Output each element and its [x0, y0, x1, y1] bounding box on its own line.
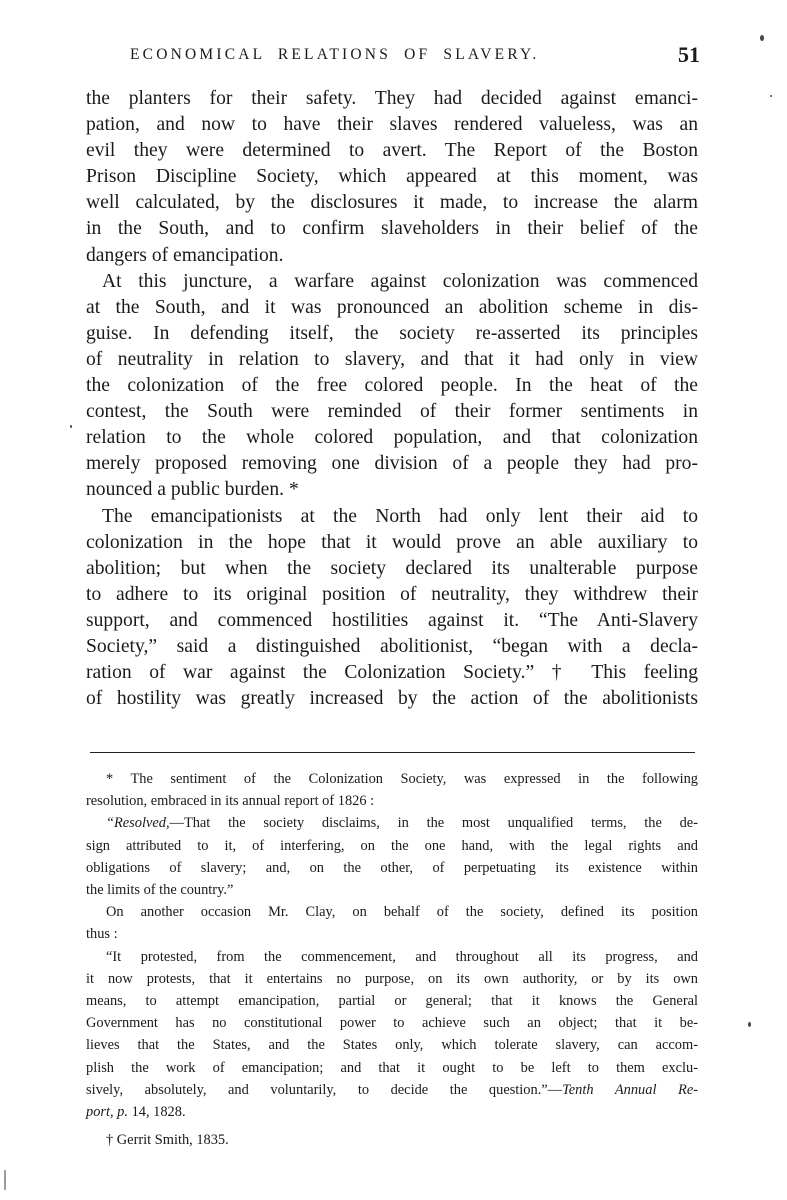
scan-speck [748, 1022, 751, 1027]
citation-cont: port, p. [86, 1104, 128, 1121]
text-line: nounced a public burden. * [86, 479, 299, 501]
footnote-line: resolution, embraced in its annual report of 1826 : [86, 793, 375, 810]
footnote-1-intro [86, 768, 698, 812]
text-line: at the South, and it was pronounced an abolition scheme in dis- [86, 296, 698, 318]
footnote-line: Government has no constitutional power to achieve such an object; that it be- [86, 1015, 698, 1032]
page-header [130, 42, 700, 72]
scan-speck [760, 35, 764, 41]
paragraph-1 [86, 86, 698, 269]
footnote-line: thus : [86, 926, 118, 943]
scan-speck [770, 95, 772, 97]
text-line: Society,” said a distinguished abolitionist, “began with a decla- [86, 635, 698, 657]
scan-speck [70, 425, 72, 428]
text-line: contest, the South were reminded of their former sentiments in [86, 401, 698, 423]
text-line: evil they were determined to avert. The Report of the Boston [86, 140, 698, 162]
citation: Tenth Annual Re- [562, 1081, 699, 1098]
body-text [86, 86, 698, 712]
text-line: abolition; but when the society declared its unalterable purpose [86, 557, 698, 579]
resolved-label: “Resolved, [106, 815, 170, 832]
footnote-line: † Gerrit Smith, 1835. [106, 1132, 229, 1149]
text-line: colonization in the hope that it would prove an able auxiliary to [86, 531, 698, 553]
text-line: of hostility was greatly increased by the action of the abolitionists [86, 688, 698, 710]
quote-end: sively, absolutely, and voluntarily, to decide the question.”— [86, 1081, 563, 1098]
text-line: dangers of emancipation. [86, 244, 284, 266]
text-line: The emancipationists at the North had only lent their aid to [102, 505, 698, 527]
footnote-divider [90, 752, 695, 753]
citation-date: 14, 1828. [127, 1104, 186, 1121]
footnote-line [86, 1101, 698, 1123]
footnote-line: plish the work of emancipation; and that it ought to be left to them exclu- [86, 1059, 698, 1076]
footnote-2 [86, 1129, 698, 1151]
footnote-line: means, to attempt emancipation, partial or general; that it knows the General [86, 993, 698, 1010]
text-line: to adhere to its original position of neutrality, they withdrew their [86, 583, 698, 605]
text-line: pation, and now to have their slaves rendered valueless, was an [86, 114, 698, 136]
footnote-line: obligations of slavery; and, on the other, of perpetuating its existence within [86, 859, 698, 876]
paragraph-2 [86, 269, 698, 504]
resolved-text: —That the society disclaims, in the most unqualified terms, the de- [169, 815, 698, 832]
text-line: the colonization of the free colored people. In the heat of the [86, 375, 698, 397]
footnote-line: “It protested, from the commencement, and throughout all its progress, and [106, 948, 698, 965]
text-line: the planters for their safety. They had decided against emanci- [86, 88, 698, 109]
footnote-line [86, 812, 698, 834]
footnote-clay [86, 901, 698, 945]
footnote-line: it now protests, that it entertains no purpose, on its own authority, or by its own [86, 970, 698, 987]
footnote-line: lieves that the States, and the States only, which tolerate slavery, can accom- [86, 1037, 698, 1054]
footnote-resolution [86, 812, 698, 901]
running-title: ECONOMICAL RELATIONS OF SLAVERY. [130, 46, 540, 63]
footnote-line: * The sentiment of the Colonization Society, was expressed in the following [106, 771, 698, 787]
footnote-line: On another occasion Mr. Clay, on behalf of the society, defined its position [106, 904, 698, 921]
text-line: guise. In defending itself, the society re-asserted its principles [86, 322, 698, 344]
footnote-line: the limits of the country.” [86, 882, 234, 899]
footnote-line: sign attributed to it, of interfering, on the one hand, with the legal rights and [86, 837, 698, 854]
text-line: merely proposed removing one division of a people they had pro- [86, 453, 698, 475]
text-line: Prison Discipline Society, which appeared at this moment, was [86, 166, 698, 188]
text-line: relation to the whole colored population, and that colonization [86, 427, 698, 449]
footnote-line [86, 1079, 698, 1101]
text-line: support, and commenced hostilities against it. “The Anti-Slavery [86, 609, 698, 631]
footnotes [86, 768, 698, 1151]
text-line: in the South, and to confirm slaveholders in their belief of the [86, 218, 698, 240]
text-line: ration of war against the Colonization Society.” † This feeling [86, 662, 698, 684]
footnote-quote [86, 946, 698, 1124]
page-number: 51 [678, 42, 700, 67]
text-line: At this juncture, a warfare against colonization was commenced [102, 270, 698, 292]
text-line: well calculated, by the disclosures it made, to increase the alarm [86, 192, 698, 214]
text-line: of neutrality in relation to slavery, and that it had only in view [86, 348, 698, 370]
paragraph-3 [86, 504, 698, 713]
scan-speck [4, 1170, 6, 1190]
